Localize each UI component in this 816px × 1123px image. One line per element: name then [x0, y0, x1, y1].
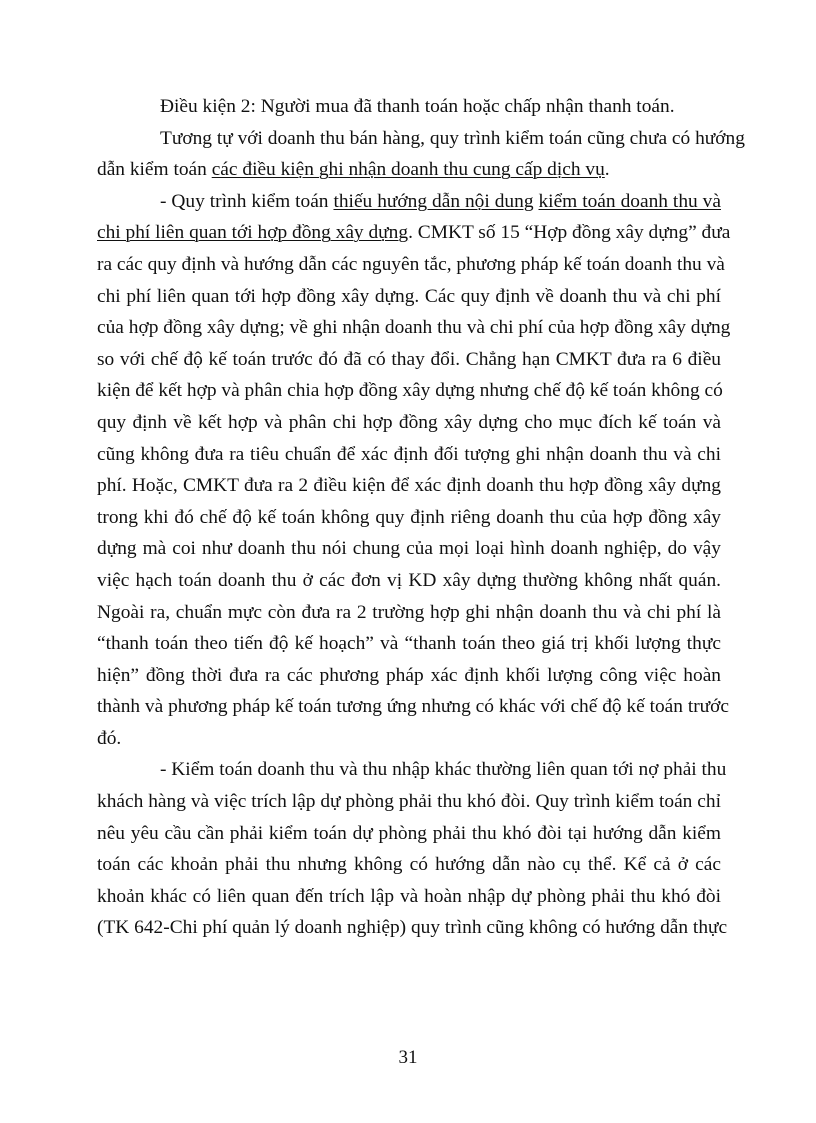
text-line [97, 628, 721, 660]
text-run: nêu yêu cầu cần phải kiểm toán dự phòng phải thu khó đòi tại hướng dẫn kiểm [97, 822, 721, 844]
underlined-phrase: chi phí liên quan tới hợp đồng xây dựng [97, 222, 409, 244]
text-run: hiện” đồng thời đưa ra các phương pháp xác định khối lượng công việc hoàn [97, 664, 721, 686]
text-run: - Quy trình kiểm toán [160, 190, 334, 212]
text-line [97, 912, 728, 944]
text-run: chi phí liên quan tới hợp đồng xây dựng. Các quy định về doanh thu và chi phí [97, 285, 721, 307]
text-line [97, 502, 721, 534]
text-run: . CMKT số 15 “Hợp đồng xây dựng” đưa [408, 222, 731, 244]
text-line [97, 91, 721, 123]
text-run: (TK 642-Chi phí quản lý doanh nghiệp) quy trình cũng không có hướng dẫn thực [97, 917, 728, 939]
text-run: - Kiểm toán doanh thu và thu nhập khác thường liên quan tới nợ phải thu [160, 759, 727, 781]
text-run: phí. Hoặc, CMKT đưa ra 2 điều kiện để xác định doanh thu hợp đồng xây dựng [97, 475, 721, 497]
text-line [97, 533, 721, 565]
text-line [97, 723, 721, 755]
text-line [97, 818, 721, 850]
text-run: đó. [97, 727, 122, 749]
text-run: dẫn kiểm toán [97, 159, 212, 181]
underlined-phrase: thiếu hướng dẫn nội dung [333, 190, 534, 212]
text-line [97, 754, 727, 786]
text-line [97, 565, 721, 597]
text-run: cũng không đưa ra tiêu chuẩn để xác định đối tượng ghi nhận doanh thu và chi [97, 443, 721, 465]
text-line [97, 439, 721, 471]
text-run: khách hàng và việc trích lập dự phòng phải thu khó đòi. Quy trình kiểm toán chỉ [97, 791, 721, 813]
text-line [97, 123, 745, 155]
body-text [97, 91, 745, 944]
underlined-phrase: kiểm toán doanh thu và [538, 190, 721, 212]
text-run: quy định về kết hợp và phân chi hợp đồng xây dựng cho mục đích kế toán và [97, 411, 721, 433]
text-line [97, 881, 721, 913]
text-run: “thanh toán theo tiến độ kế hoạch” và “thanh toán theo giá trị khối lượng thực [97, 633, 721, 655]
text-run: ra các quy định và hướng dẫn các nguyên tắc, phương pháp kế toán doanh thu và [97, 253, 725, 275]
text-line [97, 249, 725, 281]
text-run: Ngoài ra, chuẩn mực còn đưa ra 2 trường hợp ghi nhận doanh thu và chi phí là [97, 601, 721, 623]
text-run: Điều kiện 2: Người mua đã thanh toán hoặc chấp nhận thanh toán. [160, 96, 675, 117]
text-line [97, 691, 730, 723]
text-run: khoản khác có liên quan đến trích lập và hoàn nhập dự phòng phải thu khó đòi [97, 885, 721, 907]
text-line [97, 217, 731, 249]
text-line [97, 344, 721, 376]
text-line [97, 786, 721, 818]
text-run: việc hạch toán doanh thu ở các đơn vị KD xây dựng thường không nhất quán. [97, 569, 721, 591]
text-line [97, 186, 721, 218]
text-run: Tương tự với doanh thu bán hàng, quy trình kiểm toán cũng chưa có hướng [160, 127, 745, 149]
text-line [97, 470, 721, 502]
text-run: thành và phương pháp kế toán tương ứng nhưng có khác với chế độ kế toán trước [97, 696, 730, 718]
text-line [97, 154, 721, 186]
text-run: . [604, 159, 610, 181]
text-run: so với chế độ kế toán trước đó đã có thay đổi. Chẳng hạn CMKT đưa ra 6 điều [97, 348, 721, 370]
text-run: trong khi đó chế độ kế toán không quy định riêng doanh thu của hợp đồng xây [97, 506, 721, 528]
text-run: của hợp đồng xây dựng; về ghi nhận doanh thu và chi phí của hợp đồng xây dựng [97, 317, 731, 339]
text-line [97, 597, 721, 629]
text-run: toán các khoản phải thu nhưng không có hướng dẫn nào cụ thể. Kể cả ở các [97, 854, 721, 876]
text-line [97, 312, 731, 344]
text-run: dựng mà coi như doanh thu nói chung của mọi loại hình doanh nghiệp, do vậy [97, 538, 721, 560]
text-line [97, 660, 721, 692]
text-run: kiện để kết hợp và phân chia hợp đồng xây dựng nhưng chế độ kế toán không có [97, 380, 723, 402]
text-line [97, 849, 721, 881]
underlined-phrase: các điều kiện ghi nhận doanh thu cung cấp dịch vụ [211, 159, 605, 181]
text-line [97, 407, 721, 439]
text-line [97, 281, 721, 313]
page-number: 31 [398, 1047, 418, 1068]
text-line [97, 375, 721, 407]
